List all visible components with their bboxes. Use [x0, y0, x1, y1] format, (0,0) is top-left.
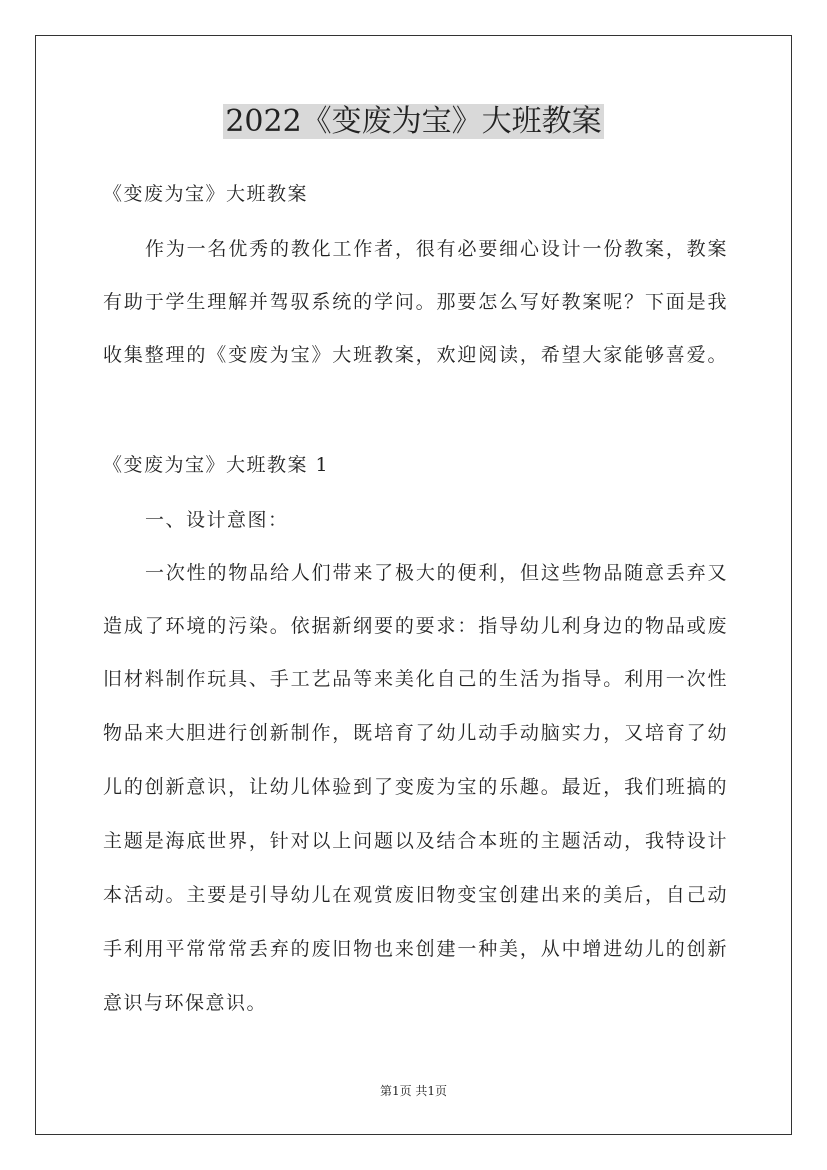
body-line: 意识与环保意识。 — [103, 992, 268, 1014]
intro-line: 作为一名优秀的教化工作者，很有必要细心设计一份教案，教案 — [145, 238, 728, 260]
body-line: 旧材料制作玩具、手工艺品等来美化自己的生活为指导。利用一次性 — [103, 668, 728, 690]
subtitle: 《变废为宝》大班教案 — [103, 183, 309, 205]
intro-line: 收集整理的《变废为宝》大班教案，欢迎阅读，希望大家能够喜爱。 — [103, 344, 728, 366]
page-footer: 第1页 共1页 — [379, 1084, 448, 1098]
body-line: 造成了环境的污染。依据新纲要的要求：指导幼儿利身边的物品或废 — [103, 615, 728, 637]
section-title: 《变废为宝》大班教案 1 — [103, 454, 330, 476]
body-line: 主题是海底世界，针对以上问题以及结合本班的主题活动，我特设计 — [103, 830, 728, 852]
document-title: 2022《变废为宝》大班教案 — [225, 104, 602, 139]
section-heading: 一、设计意图： — [145, 509, 289, 531]
intro-line: 有助于学生理解并驾驭系统的学问。那要怎么写好教案呢？下面是我 — [103, 291, 728, 313]
body-line: 一次性的物品给人们带来了极大的便利，但这些物品随意丢弃又 — [145, 562, 728, 584]
body-line: 儿的创新意识，让幼儿体验到了变废为宝的乐趣。最近，我们班搞的 — [103, 776, 728, 798]
body-line: 手利用平常常常丢弃的废旧物也来创建一种美，从中增进幼儿的创新 — [103, 938, 728, 960]
body-line: 物品来大胆进行创新制作，既培育了幼儿动手动脑实力，又培育了幼 — [103, 722, 728, 744]
body-line: 本活动。主要是引导幼儿在观赏废旧物变宝创建出来的美后，自己动 — [103, 884, 728, 906]
